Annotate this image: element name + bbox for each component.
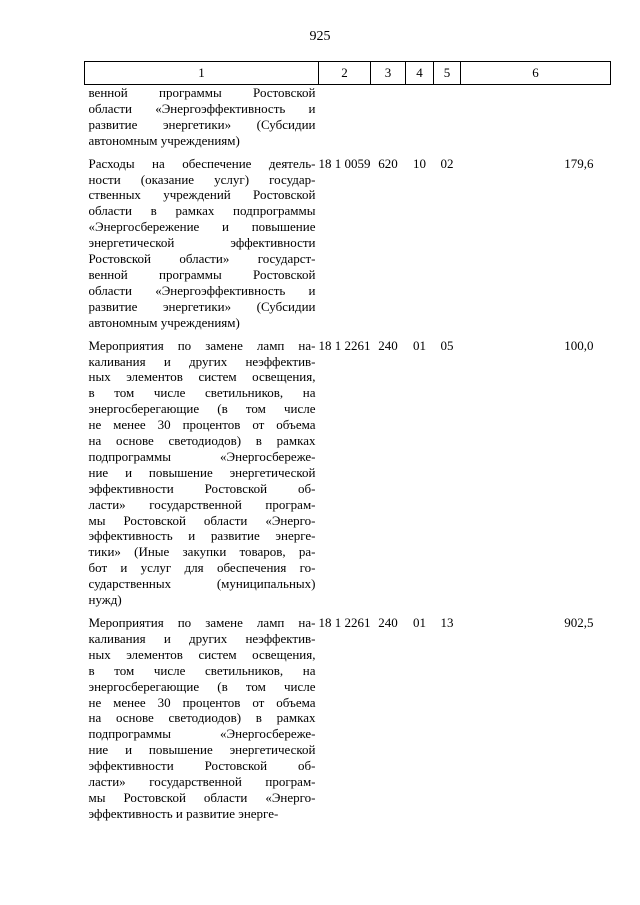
column-header-6: 6 xyxy=(461,62,611,85)
page-number: 925 xyxy=(309,29,331,44)
table-row xyxy=(85,608,611,822)
description-line: Ростовской области» государст- xyxy=(88,251,316,267)
section-code: 10 xyxy=(413,155,426,171)
description-line: развитие энергетики» (Субсидии xyxy=(88,298,316,314)
budget-table xyxy=(84,61,611,822)
description-line: эффективность и развитие энерге- xyxy=(88,805,279,821)
description-line: сударственных (муниципальных) xyxy=(88,576,316,592)
table-body xyxy=(85,85,611,822)
description-line: мы Ростовской области «Энерго- xyxy=(88,789,316,805)
column-header-3: 3 xyxy=(371,62,406,85)
description-line: области «Энергоэффективность и xyxy=(88,282,316,298)
description-line: подпрограммы «Энергосбереже- xyxy=(88,448,316,464)
table-header-row xyxy=(85,62,611,85)
description-line: ности (оказание услуг) государ- xyxy=(88,171,316,187)
column-header-4: 4 xyxy=(406,62,434,85)
description-line: «Энергосбережение и повышение xyxy=(88,219,316,235)
description-line: на основе светодиодов) в рамках xyxy=(88,710,316,726)
table-row xyxy=(85,149,611,331)
description-line: на основе светодиодов) в рамках xyxy=(88,433,316,449)
table-row xyxy=(85,331,611,608)
description-line: венной программы Ростовской xyxy=(88,85,316,100)
description-line: ных элементов систем освещения, xyxy=(88,646,316,662)
row-description xyxy=(85,608,319,822)
expense-type-code xyxy=(371,85,406,149)
description-line: эффективности Ростовской об- xyxy=(88,480,316,496)
column-header-1: 1 xyxy=(85,62,319,85)
amount-value: 100,0 xyxy=(564,337,594,353)
description-line: ние и повышение энергетической xyxy=(88,464,316,480)
target-article-code xyxy=(319,85,371,149)
description-line: бот и услуг для обеспечения го- xyxy=(88,560,316,576)
description-line: не менее 30 процентов от объема xyxy=(88,417,316,433)
description-line: мы Ростовской области «Энерго- xyxy=(88,512,316,528)
expense-type-code: 240 xyxy=(378,337,398,353)
description-line: тики» (Иные закупки товаров, ра- xyxy=(88,544,316,560)
row-description xyxy=(85,85,319,149)
description-line: ных элементов систем освещения, xyxy=(88,369,316,385)
description-line: не менее 30 процентов от объема xyxy=(88,694,316,710)
description-line: нужд) xyxy=(88,592,122,608)
column-header-5: 5 xyxy=(434,62,461,85)
description-line: в том числе светильников, на xyxy=(88,662,316,678)
description-line: ласти» государственной програм- xyxy=(88,496,316,512)
description-line: эффективность и развитие энерге- xyxy=(88,528,316,544)
section-code: 01 xyxy=(413,615,426,630)
description-line: Мероприятия по замене ламп на- xyxy=(88,337,316,353)
description-line: эффективности Ростовской об- xyxy=(88,758,316,774)
description-line: ласти» государственной програм- xyxy=(88,774,316,790)
description-line: каливания и других неэффектив- xyxy=(88,353,316,369)
description-line: энергосберегающие (в том числе xyxy=(88,401,316,417)
description-line: в том числе светильников, на xyxy=(88,385,316,401)
description-line: развитие энергетики» (Субсидии xyxy=(88,116,316,132)
description-line: энергетической эффективности xyxy=(88,235,316,251)
description-line: Расходы на обеспечение деятель- xyxy=(88,155,316,171)
row-description xyxy=(85,149,319,331)
description-line: ственных учреждений Ростовской xyxy=(88,187,316,203)
subsection-code: 05 xyxy=(440,337,454,353)
description-line: каливания и других неэффектив- xyxy=(88,630,316,646)
expense-type-code: 240 xyxy=(378,615,398,630)
description-line: Мероприятия по замене ламп на- xyxy=(88,615,316,630)
description-line: энергосберегающие (в том числе xyxy=(88,678,316,694)
description-line: венной программы Ростовской xyxy=(88,266,316,282)
description-line: области в рамках подпрограммы xyxy=(88,203,316,219)
target-article-code: 18 1 0059 xyxy=(318,155,371,171)
column-header-2: 2 xyxy=(319,62,371,85)
description-line: ние и повышение энергетической xyxy=(88,742,316,758)
expense-type-code: 620 xyxy=(378,155,398,171)
row-description xyxy=(85,331,319,608)
description-line: автономным учреждениям) xyxy=(88,314,240,330)
amount-value: 179,6 xyxy=(564,155,594,171)
description-line: автономным учреждениям) xyxy=(88,132,240,148)
table-row xyxy=(85,85,611,149)
target-article-code: 18 1 2261 xyxy=(318,337,371,353)
description-line: области «Энергоэффективность и xyxy=(88,100,316,116)
section-code: 01 xyxy=(413,337,426,353)
subsection-code: 02 xyxy=(440,155,454,171)
subsection-code xyxy=(434,85,461,149)
target-article-code: 18 1 2261 xyxy=(318,615,371,630)
subsection-code: 13 xyxy=(440,615,454,630)
section-code xyxy=(406,85,434,149)
amount-value xyxy=(461,85,611,149)
amount-value: 902,5 xyxy=(564,615,594,630)
description-line: подпрограммы «Энергосбереже- xyxy=(88,726,316,742)
